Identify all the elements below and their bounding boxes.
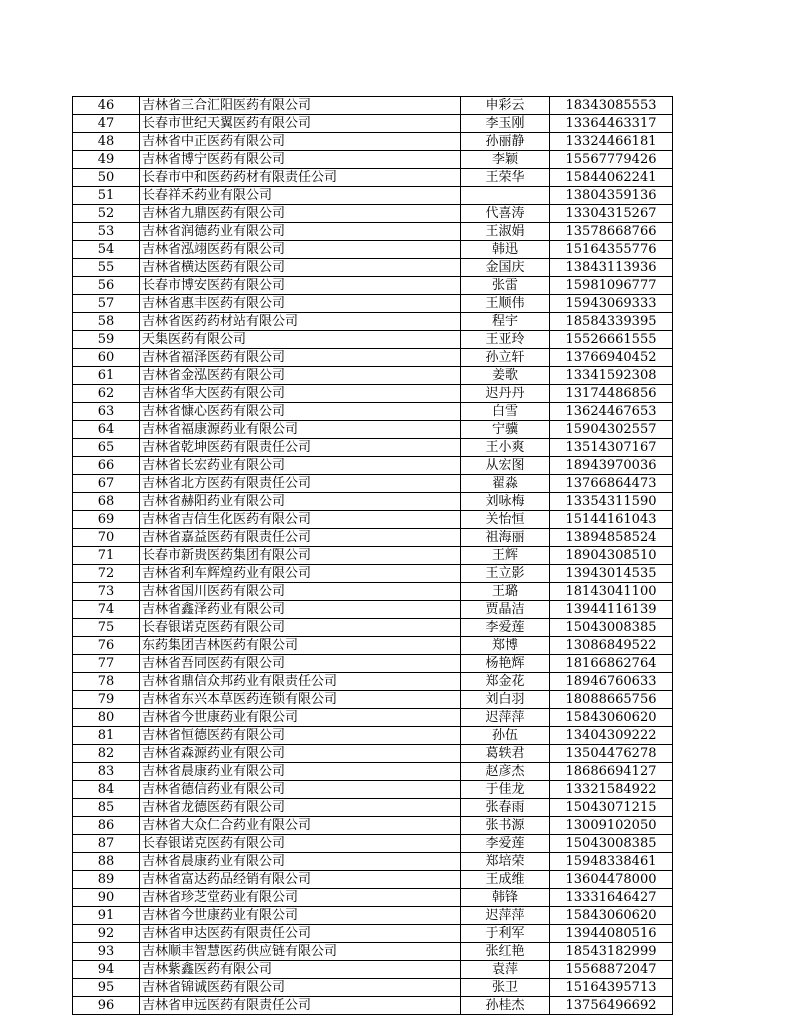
table-row <box>73 709 673 727</box>
table-row <box>73 925 673 943</box>
row-number: 75 <box>73 619 140 637</box>
table-body <box>73 97 673 1015</box>
contact-person: 葛轶君 <box>461 745 550 763</box>
company-name: 吉林省金泓医药有限公司 <box>140 367 461 385</box>
contact-person: 宁骥 <box>461 421 550 439</box>
table-row <box>73 853 673 871</box>
company-name: 长春市中和医药药材有限责任公司 <box>140 169 461 187</box>
phone-number: 18543182999 <box>550 943 673 961</box>
company-name: 吉林省锦诚医药有限公司 <box>140 979 461 997</box>
table-row <box>73 637 673 655</box>
phone-number: 18943970036 <box>550 457 673 475</box>
row-number: 72 <box>73 565 140 583</box>
table-row <box>73 799 673 817</box>
contact-person: 孙立轩 <box>461 349 550 367</box>
phone-number: 13304315267 <box>550 205 673 223</box>
row-number: 84 <box>73 781 140 799</box>
contact-person: 王顺伟 <box>461 295 550 313</box>
table-row <box>73 259 673 277</box>
contact-person: 李爱莲 <box>461 835 550 853</box>
table-row <box>73 385 673 403</box>
contact-person: 张春雨 <box>461 799 550 817</box>
table-row <box>73 187 673 205</box>
table-row <box>73 493 673 511</box>
contact-person: 申彩云 <box>461 97 550 115</box>
company-name: 吉林省大众仁合药业有限公司 <box>140 817 461 835</box>
row-number: 59 <box>73 331 140 349</box>
row-number: 93 <box>73 943 140 961</box>
company-name: 吉林省晨康药业有限公司 <box>140 853 461 871</box>
row-number: 58 <box>73 313 140 331</box>
company-name: 吉林紫鑫医药有限公司 <box>140 961 461 979</box>
company-name: 吉林省珍芝堂药业有限公司 <box>140 889 461 907</box>
table-row <box>73 817 673 835</box>
row-number: 71 <box>73 547 140 565</box>
phone-number: 15164395713 <box>550 979 673 997</box>
company-name: 吉林省嘉益医药有限责任公司 <box>140 529 461 547</box>
table-row <box>73 727 673 745</box>
row-number: 48 <box>73 133 140 151</box>
phone-number: 18584339395 <box>550 313 673 331</box>
contact-person <box>461 187 550 205</box>
phone-number: 15948338461 <box>550 853 673 871</box>
table-row <box>73 871 673 889</box>
contact-person: 关怡恒 <box>461 511 550 529</box>
phone-number: 13174486856 <box>550 385 673 403</box>
contact-person: 王淑娟 <box>461 223 550 241</box>
row-number: 51 <box>73 187 140 205</box>
contact-person: 白雪 <box>461 403 550 421</box>
phone-number: 13354311590 <box>550 493 673 511</box>
company-contact-table <box>72 96 673 1015</box>
table-row <box>73 619 673 637</box>
phone-number: 15843060620 <box>550 907 673 925</box>
contact-person: 迟丹丹 <box>461 385 550 403</box>
company-name: 长春银诺克医药有限公司 <box>140 835 461 853</box>
table-row <box>73 583 673 601</box>
company-name: 吉林省横达医药有限公司 <box>140 259 461 277</box>
contact-person: 王小爽 <box>461 439 550 457</box>
table-row <box>73 457 673 475</box>
contact-person: 于利军 <box>461 925 550 943</box>
row-number: 54 <box>73 241 140 259</box>
row-number: 86 <box>73 817 140 835</box>
company-name: 吉林省恒德医药有限公司 <box>140 727 461 745</box>
company-name: 吉林省国川医药有限公司 <box>140 583 461 601</box>
phone-number: 13624467653 <box>550 403 673 421</box>
contact-person: 张雷 <box>461 277 550 295</box>
company-name: 吉林省森源药业有限公司 <box>140 745 461 763</box>
table-row <box>73 565 673 583</box>
row-number: 70 <box>73 529 140 547</box>
contact-person: 韩迅 <box>461 241 550 259</box>
company-name: 吉林省今世康药业有限公司 <box>140 709 461 727</box>
company-name: 长春市世纪天翼医药有限公司 <box>140 115 461 133</box>
table-row <box>73 889 673 907</box>
row-number: 82 <box>73 745 140 763</box>
row-number: 55 <box>73 259 140 277</box>
company-name: 吉林省今世康药业有限公司 <box>140 907 461 925</box>
table-row <box>73 655 673 673</box>
contact-person: 刘白羽 <box>461 691 550 709</box>
company-name: 长春祥禾药业有限公司 <box>140 187 461 205</box>
company-name: 吉林省鼎信众邦药业有限责任公司 <box>140 673 461 691</box>
company-contact-sheet <box>72 96 673 1015</box>
table-row <box>73 475 673 493</box>
company-name: 吉林省泓翊医药有限公司 <box>140 241 461 259</box>
contact-person: 郑博 <box>461 637 550 655</box>
table-row <box>73 745 673 763</box>
phone-number: 13009102050 <box>550 817 673 835</box>
table-row <box>73 907 673 925</box>
contact-person: 郑培荣 <box>461 853 550 871</box>
contact-person: 王辉 <box>461 547 550 565</box>
phone-number: 18686694127 <box>550 763 673 781</box>
phone-number: 15943069333 <box>550 295 673 313</box>
contact-person: 李颖 <box>461 151 550 169</box>
phone-number: 15144161043 <box>550 511 673 529</box>
company-name: 吉林省鑫泽药业有限公司 <box>140 601 461 619</box>
phone-number: 13944080516 <box>550 925 673 943</box>
row-number: 52 <box>73 205 140 223</box>
row-number: 65 <box>73 439 140 457</box>
row-number: 67 <box>73 475 140 493</box>
table-row <box>73 169 673 187</box>
table-row <box>73 403 673 421</box>
row-number: 74 <box>73 601 140 619</box>
phone-number: 18166862764 <box>550 655 673 673</box>
row-number: 94 <box>73 961 140 979</box>
phone-number: 15568872047 <box>550 961 673 979</box>
phone-number: 15843060620 <box>550 709 673 727</box>
company-name: 吉林省东兴本草医药连锁有限公司 <box>140 691 461 709</box>
phone-number: 13341592308 <box>550 367 673 385</box>
table-row <box>73 295 673 313</box>
contact-person: 孙丽静 <box>461 133 550 151</box>
table-row <box>73 241 673 259</box>
contact-person: 王亚玲 <box>461 331 550 349</box>
company-name: 吉林省华大医药有限公司 <box>140 385 461 403</box>
contact-person: 王璐 <box>461 583 550 601</box>
phone-number: 13514307167 <box>550 439 673 457</box>
contact-person: 迟萍萍 <box>461 709 550 727</box>
company-name: 吉林省吉信生化医药有限公司 <box>140 511 461 529</box>
table-row <box>73 601 673 619</box>
phone-number: 13766864473 <box>550 475 673 493</box>
company-name: 吉林省吾同医药有限公司 <box>140 655 461 673</box>
company-name: 吉林省博宁医药有限公司 <box>140 151 461 169</box>
company-name: 长春市新贵医药集团有限公司 <box>140 547 461 565</box>
company-name: 吉林省德信药业有限公司 <box>140 781 461 799</box>
row-number: 73 <box>73 583 140 601</box>
row-number: 46 <box>73 97 140 115</box>
row-number: 81 <box>73 727 140 745</box>
phone-number: 13504476278 <box>550 745 673 763</box>
company-name: 吉林省龙德医药有限公司 <box>140 799 461 817</box>
phone-number: 13578668766 <box>550 223 673 241</box>
row-number: 63 <box>73 403 140 421</box>
company-name: 吉林省中正医药有限公司 <box>140 133 461 151</box>
phone-number: 13404309222 <box>550 727 673 745</box>
contact-person: 李爱莲 <box>461 619 550 637</box>
contact-person: 金国庆 <box>461 259 550 277</box>
table-row <box>73 367 673 385</box>
contact-person: 翟淼 <box>461 475 550 493</box>
table-row <box>73 277 673 295</box>
phone-number: 18343085553 <box>550 97 673 115</box>
table-row <box>73 313 673 331</box>
table-row <box>73 205 673 223</box>
table-row <box>73 997 673 1015</box>
company-name: 吉林省九鼎医药有限公司 <box>140 205 461 223</box>
row-number: 80 <box>73 709 140 727</box>
company-name: 吉林省福康源药业有限公司 <box>140 421 461 439</box>
row-number: 66 <box>73 457 140 475</box>
row-number: 49 <box>73 151 140 169</box>
row-number: 60 <box>73 349 140 367</box>
contact-person: 迟萍萍 <box>461 907 550 925</box>
contact-person: 从宏图 <box>461 457 550 475</box>
company-name: 东药集团吉林医药有限公司 <box>140 637 461 655</box>
table-row <box>73 691 673 709</box>
table-row <box>73 115 673 133</box>
phone-number: 13364463317 <box>550 115 673 133</box>
row-number: 53 <box>73 223 140 241</box>
phone-number: 13766940452 <box>550 349 673 367</box>
phone-number: 15164355776 <box>550 241 673 259</box>
phone-number: 13086849522 <box>550 637 673 655</box>
row-number: 90 <box>73 889 140 907</box>
row-number: 85 <box>73 799 140 817</box>
row-number: 89 <box>73 871 140 889</box>
phone-number: 15567779426 <box>550 151 673 169</box>
phone-number: 13894858524 <box>550 529 673 547</box>
phone-number: 15904302557 <box>550 421 673 439</box>
company-name: 吉林省利车辉煌药业有限公司 <box>140 565 461 583</box>
table-row <box>73 673 673 691</box>
table-row <box>73 781 673 799</box>
contact-person: 张红艳 <box>461 943 550 961</box>
row-number: 96 <box>73 997 140 1015</box>
company-name: 天集医药有限公司 <box>140 331 461 349</box>
contact-person: 孙伍 <box>461 727 550 745</box>
phone-number: 13943014535 <box>550 565 673 583</box>
row-number: 76 <box>73 637 140 655</box>
company-name: 吉林省医药药材站有限公司 <box>140 313 461 331</box>
row-number: 56 <box>73 277 140 295</box>
table-row <box>73 835 673 853</box>
contact-person: 杨艳辉 <box>461 655 550 673</box>
company-name: 吉林省润德药业有限公司 <box>140 223 461 241</box>
row-number: 57 <box>73 295 140 313</box>
phone-number: 13843113936 <box>550 259 673 277</box>
company-name: 吉林省慷心医药有限公司 <box>140 403 461 421</box>
phone-number: 15043071215 <box>550 799 673 817</box>
phone-number: 13804359136 <box>550 187 673 205</box>
company-name: 长春市博安医药有限公司 <box>140 277 461 295</box>
phone-number: 18946760633 <box>550 673 673 691</box>
table-row <box>73 979 673 997</box>
contact-person: 袁萍 <box>461 961 550 979</box>
table-row <box>73 763 673 781</box>
phone-number: 15043008385 <box>550 835 673 853</box>
phone-number: 15981096777 <box>550 277 673 295</box>
company-name: 吉林省申达医药有限责任公司 <box>140 925 461 943</box>
phone-number: 15844062241 <box>550 169 673 187</box>
row-number: 92 <box>73 925 140 943</box>
contact-person: 孙桂杰 <box>461 997 550 1015</box>
table-row <box>73 943 673 961</box>
contact-person: 刘咏梅 <box>461 493 550 511</box>
contact-person: 张书源 <box>461 817 550 835</box>
table-row <box>73 439 673 457</box>
row-number: 62 <box>73 385 140 403</box>
contact-person: 王荣华 <box>461 169 550 187</box>
phone-number: 13604478000 <box>550 871 673 889</box>
phone-number: 13756496692 <box>550 997 673 1015</box>
company-name: 吉林省福泽医药有限公司 <box>140 349 461 367</box>
company-name: 长春银诺克医药有限公司 <box>140 619 461 637</box>
row-number: 77 <box>73 655 140 673</box>
phone-number: 13321584922 <box>550 781 673 799</box>
table-row <box>73 511 673 529</box>
row-number: 78 <box>73 673 140 691</box>
phone-number: 13324466181 <box>550 133 673 151</box>
table-row <box>73 331 673 349</box>
contact-person: 王立影 <box>461 565 550 583</box>
company-name: 吉林省长宏药业有限公司 <box>140 457 461 475</box>
table-row <box>73 349 673 367</box>
phone-number: 18143041100 <box>550 583 673 601</box>
row-number: 88 <box>73 853 140 871</box>
company-name: 吉林省乾坤医药有限责任公司 <box>140 439 461 457</box>
company-name: 吉林顺丰智慧医药供应链有限公司 <box>140 943 461 961</box>
phone-number: 13331646427 <box>550 889 673 907</box>
phone-number: 18088665756 <box>550 691 673 709</box>
contact-person: 程宇 <box>461 313 550 331</box>
table-row <box>73 421 673 439</box>
phone-number: 15043008385 <box>550 619 673 637</box>
contact-person: 郑金花 <box>461 673 550 691</box>
contact-person: 赵彦杰 <box>461 763 550 781</box>
table-row <box>73 151 673 169</box>
row-number: 64 <box>73 421 140 439</box>
contact-person: 祖海丽 <box>461 529 550 547</box>
company-name: 吉林省晨康药业有限公司 <box>140 763 461 781</box>
row-number: 47 <box>73 115 140 133</box>
company-name: 吉林省三合汇阳医药有限公司 <box>140 97 461 115</box>
row-number: 69 <box>73 511 140 529</box>
company-name: 吉林省北方医药有限责任公司 <box>140 475 461 493</box>
company-name: 吉林省申远医药有限责任公司 <box>140 997 461 1015</box>
contact-person: 于佳龙 <box>461 781 550 799</box>
phone-number: 15526661555 <box>550 331 673 349</box>
company-name: 吉林省惠丰医药有限公司 <box>140 295 461 313</box>
table-row <box>73 529 673 547</box>
row-number: 95 <box>73 979 140 997</box>
contact-person: 姜歌 <box>461 367 550 385</box>
table-row <box>73 97 673 115</box>
contact-person: 张卫 <box>461 979 550 997</box>
table-row <box>73 133 673 151</box>
contact-person: 王成维 <box>461 871 550 889</box>
table-row <box>73 961 673 979</box>
table-row <box>73 547 673 565</box>
row-number: 68 <box>73 493 140 511</box>
row-number: 79 <box>73 691 140 709</box>
contact-person: 贾晶洁 <box>461 601 550 619</box>
contact-person: 李玉刚 <box>461 115 550 133</box>
company-name: 吉林省赫阳药业有限公司 <box>140 493 461 511</box>
contact-person: 韩锋 <box>461 889 550 907</box>
table-row <box>73 223 673 241</box>
phone-number: 13944116139 <box>550 601 673 619</box>
row-number: 61 <box>73 367 140 385</box>
row-number: 83 <box>73 763 140 781</box>
company-name: 吉林省富达药品经销有限公司 <box>140 871 461 889</box>
contact-person: 代喜涛 <box>461 205 550 223</box>
row-number: 87 <box>73 835 140 853</box>
phone-number: 18904308510 <box>550 547 673 565</box>
row-number: 91 <box>73 907 140 925</box>
row-number: 50 <box>73 169 140 187</box>
